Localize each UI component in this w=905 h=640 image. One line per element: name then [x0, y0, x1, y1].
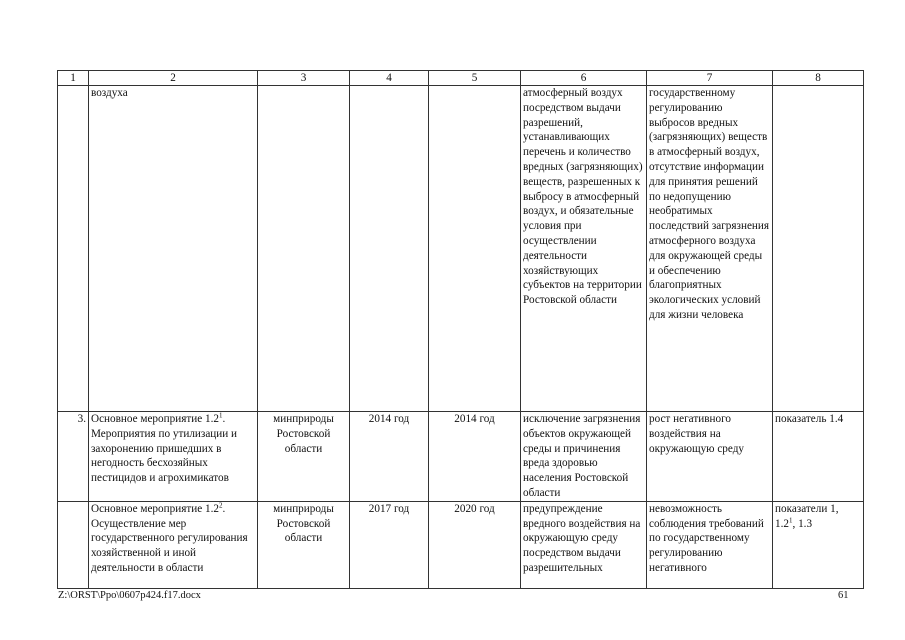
end-year-cell [429, 86, 521, 412]
table-row [58, 86, 864, 412]
executor-cell: минприроды Ростовской области [258, 501, 350, 588]
activity-description: . Осуществление мер государственного регулирования хозяйственной и иной деятельности в области [91, 502, 248, 574]
start-year-cell: 2014 год [350, 412, 429, 502]
indicator-text-tail: , 1.3 [792, 517, 813, 530]
consequences-cell: государственному регулированию выбросов вредных (загрязняющих) веществ в атмосферный воздух, отсутствие информации для принятия решений по недопущению необратимых последствий загрязнения атмосферного воздуха для окружающей среды и обеспечению благоприятных экологических условий для жизни человека [647, 86, 773, 412]
executor-cell: минприроды Ростовской области [258, 412, 350, 502]
activity-name-cell: воздуха [89, 86, 258, 412]
activity-superscript: 2 [218, 501, 223, 510]
start-year-cell: 2017 год [350, 501, 429, 588]
end-year-cell: 2020 год [429, 501, 521, 588]
header-cell-7: 7 [647, 71, 773, 86]
indicator-cell [773, 501, 864, 588]
header-cell-6: 6 [521, 71, 647, 86]
activity-title: Основное мероприятие 1.2 [91, 502, 219, 515]
footer-file-path: Z:\ORST\Ppo\0607p424.f17.docx [58, 590, 201, 601]
start-year-cell [350, 86, 429, 412]
end-year-cell: 2014 год [429, 412, 521, 502]
row-number-cell: 3. [58, 412, 89, 502]
expected-result-cell: исключение загрязнения объектов окружающей среды и причинения вреда здоровью населения Ростовской области [521, 412, 647, 502]
header-row [58, 71, 864, 86]
activity-description: . Мероприятия по утилизации и захоронению пришедших в негодность бесхозяйных пестицидов и агрохимикатов [91, 413, 238, 485]
row-number-cell [58, 86, 89, 412]
activity-superscript: 1 [218, 411, 223, 420]
header-cell-5: 5 [429, 71, 521, 86]
activity-name-cell [89, 412, 258, 502]
activity-name-cell [89, 501, 258, 588]
indicator-cell [773, 86, 864, 412]
table-row [58, 501, 864, 588]
row-number-cell [58, 501, 89, 588]
executor-cell [258, 86, 350, 412]
table-row [58, 412, 864, 502]
footer-page-number: 61 [838, 590, 849, 601]
indicator-cell: показатель 1.4 [773, 412, 864, 502]
consequences-cell: рост негативного воздействия на окружающую среду [647, 412, 773, 502]
header-cell-2: 2 [89, 71, 258, 86]
activity-title: Основное мероприятие 1.2 [91, 413, 219, 425]
expected-result-cell: предупреждение вредного воздействия на окружающую среду посредством выдачи разрешительных [521, 501, 647, 588]
header-cell-3: 3 [258, 71, 350, 86]
indicator-text: показатели 1, 1.2 [775, 502, 839, 530]
document-table [57, 70, 864, 589]
consequences-cell: невозможность соблюдения требований по государственному регулированию негативного [647, 501, 773, 588]
header-cell-1: 1 [58, 71, 89, 86]
expected-result-cell: атмосферный воздух посредством выдачи разрешений, устанавливающих перечень и количество вредных (загрязняющих) веществ, разрешенных к выбросу в атмосферный воздух, и обязательные условия при осуществлении деятельности хозяйствующих субъектов на территории Ростовской области [521, 86, 647, 412]
header-cell-4: 4 [350, 71, 429, 86]
header-cell-8: 8 [773, 71, 864, 86]
indicator-superscript: 1 [788, 515, 793, 524]
